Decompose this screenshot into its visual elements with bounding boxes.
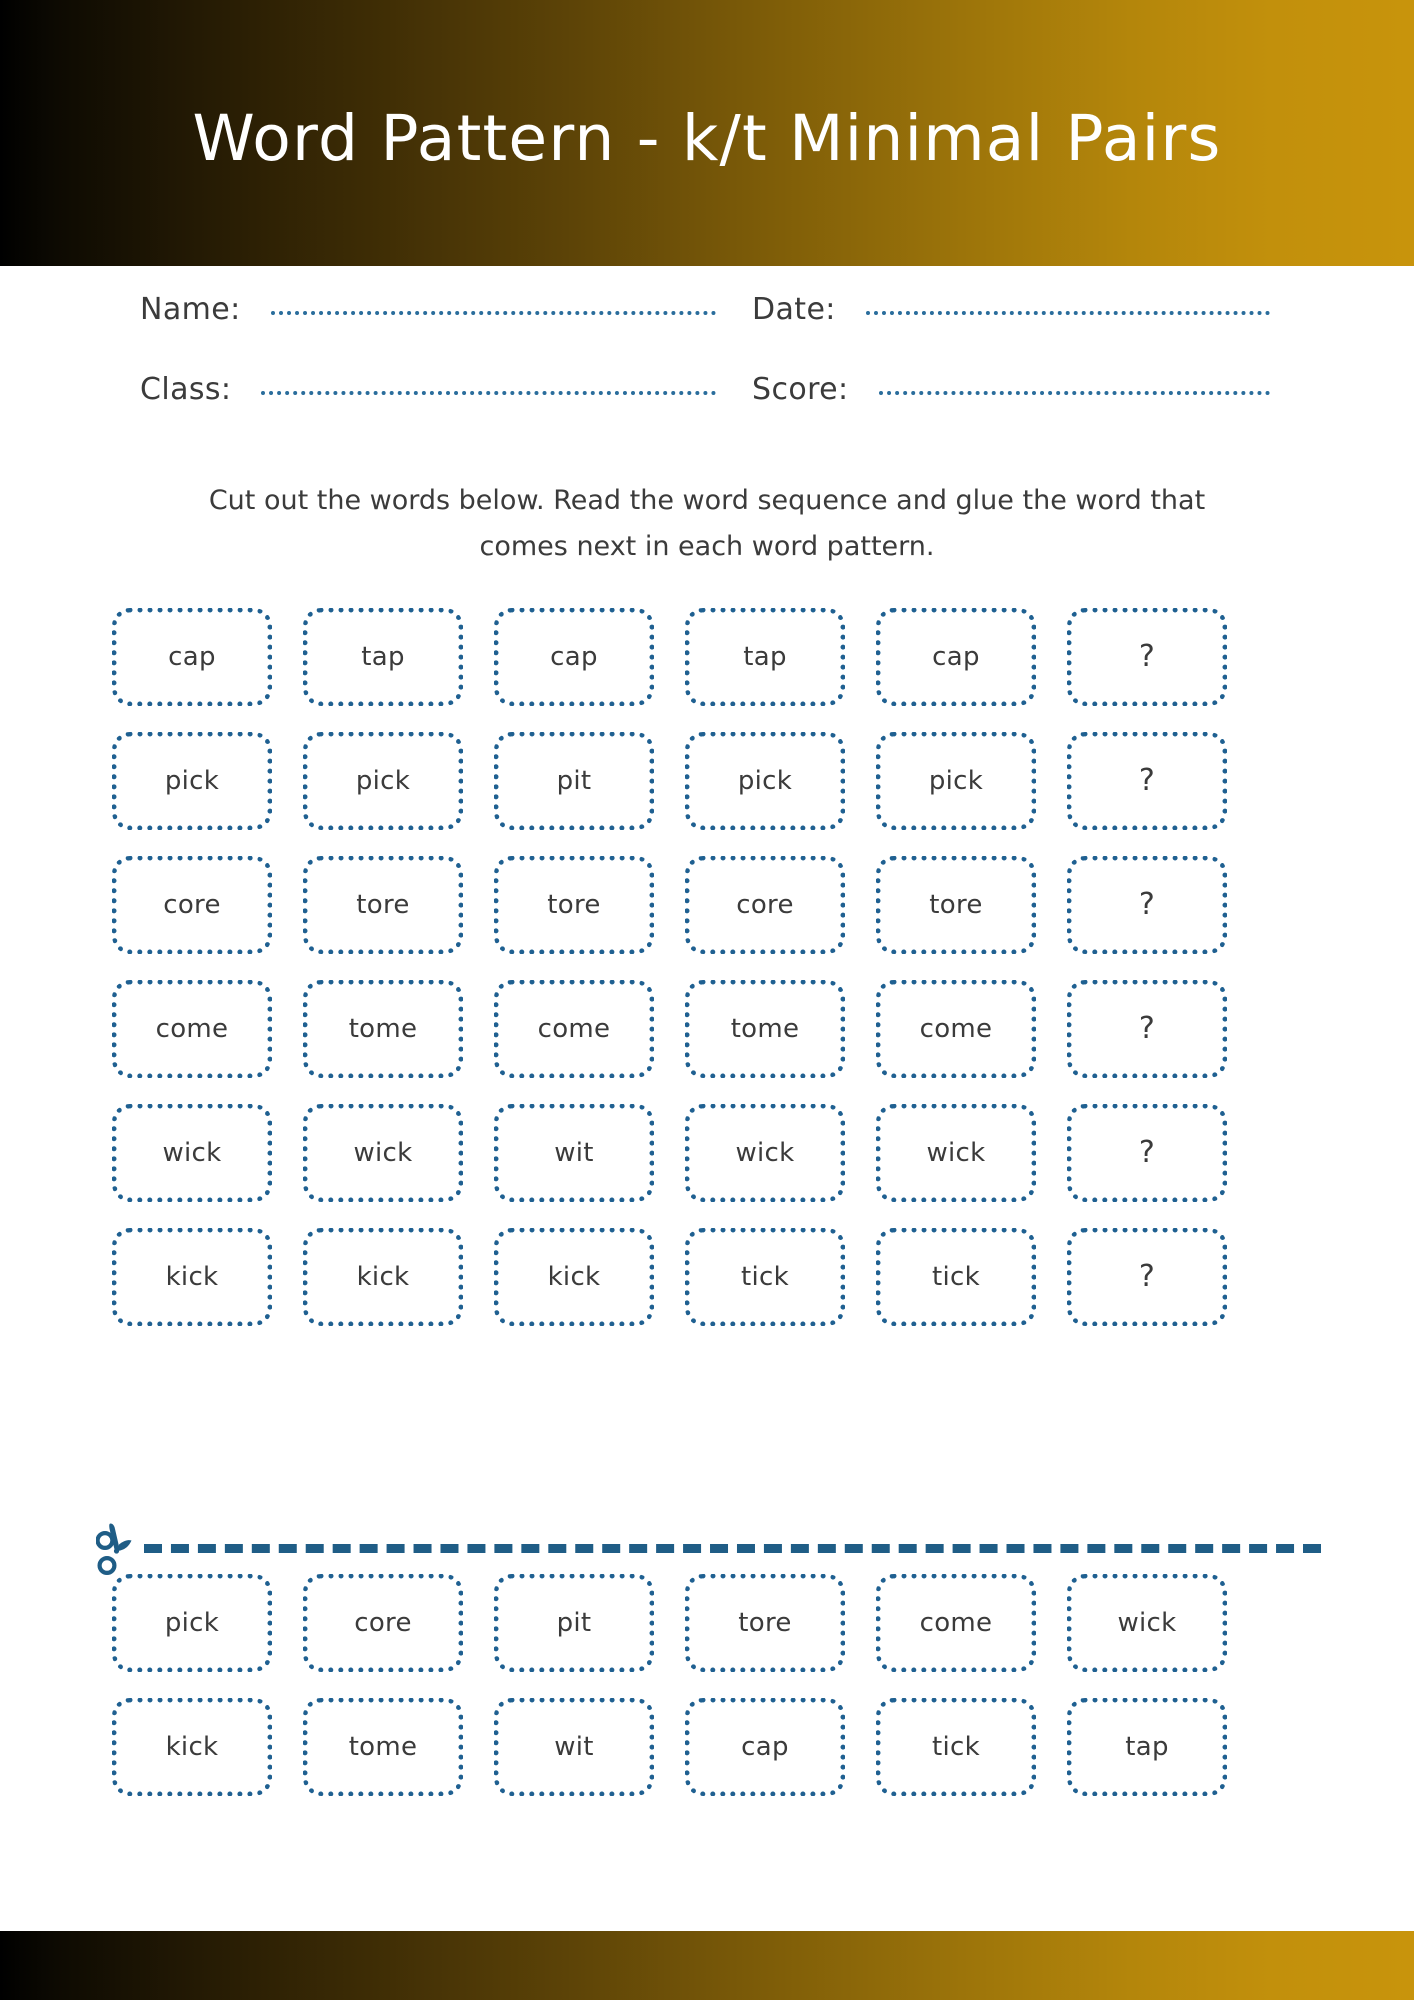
bank-card[interactable]	[303, 1574, 463, 1672]
answer-placeholder: ?	[1138, 1011, 1156, 1046]
pattern-card[interactable]	[494, 608, 654, 706]
meta-row-class-score	[140, 372, 1270, 452]
pattern-card[interactable]	[876, 1104, 1036, 1202]
word-label: come	[919, 1608, 993, 1638]
pattern-card[interactable]	[112, 1104, 272, 1202]
word-label: cap	[741, 1732, 789, 1762]
pattern-card[interactable]	[494, 732, 654, 830]
pattern-card[interactable]	[303, 732, 463, 830]
word-label: tore	[929, 890, 983, 920]
word-label: wick	[1117, 1608, 1177, 1638]
word-label: wick	[162, 1138, 222, 1168]
word-label: come	[919, 1014, 993, 1044]
word-label: wick	[353, 1138, 413, 1168]
word-label: wick	[926, 1138, 986, 1168]
pattern-card[interactable]	[303, 1104, 463, 1202]
word-label: tome	[348, 1014, 418, 1044]
word-label: tap	[361, 642, 405, 672]
pattern-card[interactable]	[876, 732, 1036, 830]
meta-row-name-date	[140, 292, 1270, 372]
pattern-card[interactable]	[1067, 1228, 1227, 1326]
word-label: kick	[547, 1262, 601, 1292]
pattern-card[interactable]	[303, 1228, 463, 1326]
bank-card[interactable]	[494, 1574, 654, 1672]
date-input-line[interactable]	[866, 310, 1270, 315]
word-label: pick	[355, 766, 411, 796]
bank-card[interactable]	[685, 1574, 845, 1672]
pattern-card[interactable]	[494, 856, 654, 954]
pattern-card[interactable]	[112, 1228, 272, 1326]
bank-card[interactable]	[1067, 1574, 1227, 1672]
pattern-card[interactable]	[112, 608, 272, 706]
pattern-card[interactable]	[1067, 732, 1227, 830]
name-input-line[interactable]	[271, 310, 716, 315]
bank-card[interactable]	[685, 1698, 845, 1796]
word-label: tore	[738, 1608, 792, 1638]
word-label: core	[163, 890, 221, 920]
pattern-card[interactable]	[876, 608, 1036, 706]
field-name	[140, 292, 752, 327]
instructions-line-2: comes next in each word pattern.	[479, 531, 935, 563]
pattern-card[interactable]	[112, 980, 272, 1078]
word-label: come	[537, 1014, 611, 1044]
bank-card[interactable]	[876, 1574, 1036, 1672]
pattern-card[interactable]	[303, 608, 463, 706]
bank-card[interactable]	[494, 1698, 654, 1796]
word-label: tick	[932, 1262, 980, 1292]
field-score	[752, 372, 1270, 407]
class-label: Class:	[140, 372, 232, 407]
pattern-card[interactable]	[1067, 1104, 1227, 1202]
pattern-card[interactable]	[112, 856, 272, 954]
bank-card[interactable]	[876, 1698, 1036, 1796]
word-label: tore	[356, 890, 410, 920]
word-label: pit	[556, 766, 592, 796]
word-label: core	[354, 1608, 412, 1638]
bank-card[interactable]	[112, 1574, 272, 1672]
class-input-line[interactable]	[261, 390, 716, 395]
word-label: come	[155, 1014, 229, 1044]
word-label: tick	[932, 1732, 980, 1762]
word-label: wit	[554, 1732, 594, 1762]
word-label: tap	[743, 642, 787, 672]
instructions	[157, 478, 1257, 571]
word-label: tome	[730, 1014, 800, 1044]
pattern-card[interactable]	[685, 608, 845, 706]
word-label: tore	[547, 890, 601, 920]
word-label: wick	[735, 1138, 795, 1168]
word-label: kick	[165, 1732, 219, 1762]
cut-line	[96, 1521, 1321, 1575]
pattern-card[interactable]	[685, 980, 845, 1078]
answer-placeholder: ?	[1138, 639, 1156, 674]
word-label: tick	[741, 1262, 789, 1292]
pattern-card[interactable]	[685, 1228, 845, 1326]
pattern-card[interactable]	[876, 856, 1036, 954]
pattern-card[interactable]	[494, 1228, 654, 1326]
word-label: wit	[554, 1138, 594, 1168]
word-label: core	[736, 890, 794, 920]
pattern-card[interactable]	[685, 856, 845, 954]
pattern-card[interactable]	[1067, 980, 1227, 1078]
word-label: pick	[164, 766, 220, 796]
score-input-line[interactable]	[879, 390, 1270, 395]
date-label: Date:	[752, 292, 836, 327]
bank-card[interactable]	[112, 1698, 272, 1796]
word-pattern-grid	[112, 608, 1302, 1326]
pattern-card[interactable]	[876, 1228, 1036, 1326]
pattern-card[interactable]	[685, 732, 845, 830]
pattern-card[interactable]	[494, 1104, 654, 1202]
instructions-line-1: Cut out the words below. Read the word sequence and glue the word that	[208, 485, 1206, 516]
word-label: pit	[556, 1608, 592, 1638]
pattern-card[interactable]	[1067, 608, 1227, 706]
bank-card[interactable]	[1067, 1698, 1227, 1796]
word-label: cap	[550, 642, 598, 672]
word-label: cap	[168, 642, 216, 672]
page-title: Word Pattern - k/t Minimal Pairs	[192, 101, 1222, 175]
pattern-card[interactable]	[303, 980, 463, 1078]
pattern-card[interactable]	[303, 856, 463, 954]
cut-dashed-line	[144, 1544, 1321, 1553]
pattern-card[interactable]	[876, 980, 1036, 1078]
pattern-card[interactable]	[685, 1104, 845, 1202]
bank-card[interactable]	[303, 1698, 463, 1796]
score-label: Score:	[752, 372, 849, 407]
word-label: kick	[356, 1262, 410, 1292]
answer-placeholder: ?	[1138, 1259, 1156, 1294]
answer-placeholder: ?	[1138, 1135, 1156, 1170]
word-label: tap	[1125, 1732, 1169, 1762]
name-label: Name:	[140, 292, 241, 327]
word-label: cap	[932, 642, 980, 672]
answer-placeholder: ?	[1138, 763, 1156, 798]
answer-placeholder: ?	[1138, 887, 1156, 922]
word-label: pick	[928, 766, 984, 796]
field-date	[752, 292, 1270, 327]
pattern-card[interactable]	[1067, 856, 1227, 954]
footer-band	[0, 1931, 1414, 2000]
pattern-card[interactable]	[494, 980, 654, 1078]
word-label: pick	[737, 766, 793, 796]
word-label: kick	[165, 1262, 219, 1292]
word-label: tome	[348, 1732, 418, 1762]
student-info-section	[140, 292, 1270, 452]
word-bank-grid	[112, 1574, 1302, 1796]
scissors-icon	[96, 1521, 140, 1575]
pattern-card[interactable]	[112, 732, 272, 830]
field-class	[140, 372, 752, 407]
word-label: pick	[164, 1608, 220, 1638]
